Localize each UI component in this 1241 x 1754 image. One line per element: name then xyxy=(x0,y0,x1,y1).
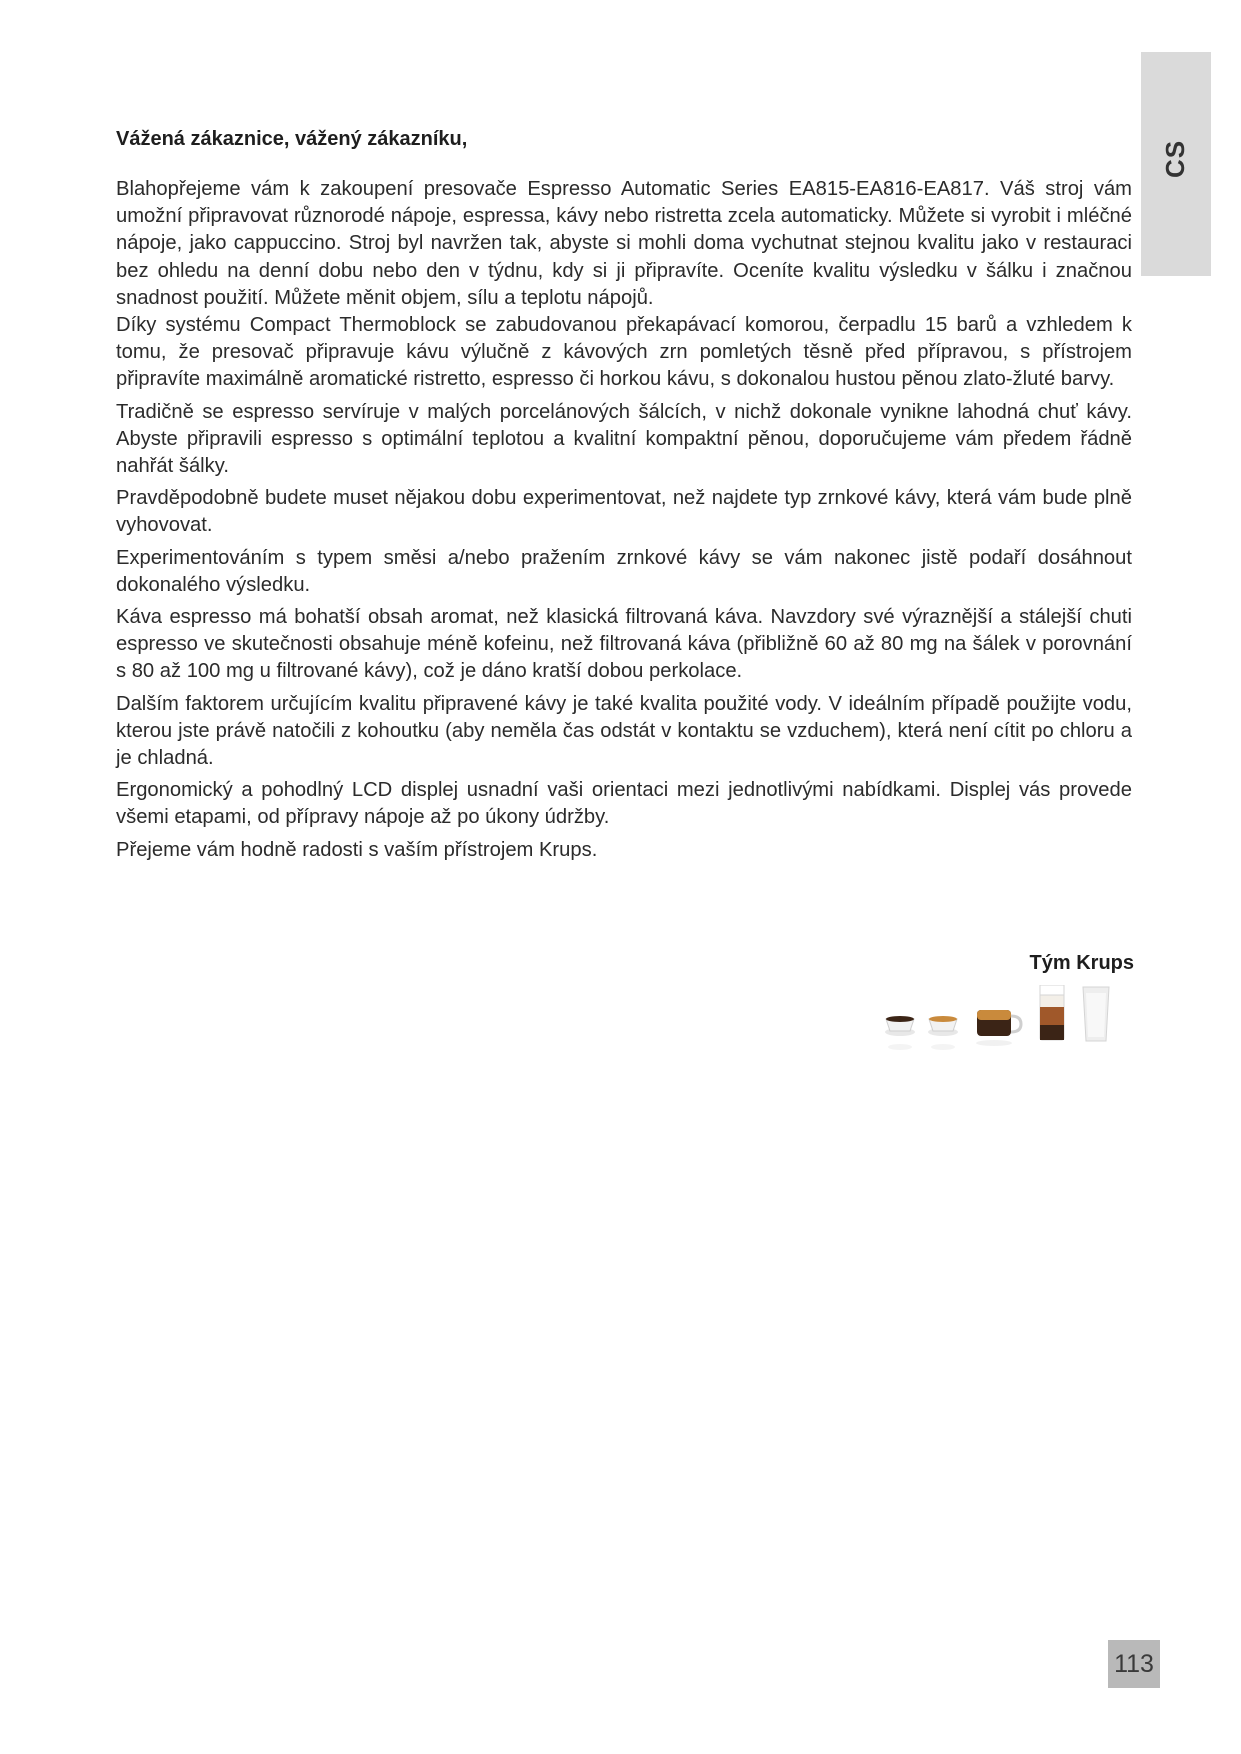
paragraph-tradition: Tradičně se espresso servíruje v malých porcelánových šálcích, v nichž dokonale vynikne lahodná chuť kávy. Abyste připravili espresso s optimální teplotou a kvalitní kompaktní pěnou, doporučujeme vám předem řádně nahřát šálky. xyxy=(116,400,1132,478)
paragraph-display: Ergonomický a pohodlný LCD displej usnadní vaši orientaci mezi jednotlivými nabídkami. Displej vás provede všemi etapami, od přípravy nápoje až po úkony údržby. xyxy=(116,779,1132,829)
greeting: Vážená zákaznice, vážený zákazníku, xyxy=(116,128,468,150)
letter-body xyxy=(116,126,1132,869)
paragraph-experiment: Pravděpodobně budete muset nějakou dobu experimentovat, než najdete typ zrnkové kávy, která vám bude plně vyhovovat. xyxy=(116,487,1132,537)
paragraph-water: Dalším faktorem určujícím kvalitu připravené kávy je také kvalita použité vody. V ideálním případě použijte vodu, kterou jste právě natočili z kohoutku (aby neměla čas odstát v kontaktu se vzduchem), která není cítit po chloru a je chladná. xyxy=(116,692,1132,770)
espresso-cup-icon xyxy=(885,1016,915,1050)
paragraph-thermoblock: Díky systému Compact Thermoblock se zabudovanou překapávací komorou, čerpadlu 15 barů a vzhledem k tomu, že presovač připravuje kávu výlučně z kávových zrn pomletých těsně před přípravou, s přístrojem připravíte maximálně aromatické ristretto, espresso či horkou kávu, s dokonalou hustou pěnou zlato-žluté barvy. xyxy=(116,314,1132,391)
paragraph-aroma: Káva espresso má bohatší obsah aromat, než klasická filtrovaná káva. Navzdory své výraznější a stálejší chuti espresso ve skutečnosti obsahuje méně kofeinu, než filtrovaná káva (přibližně 60 až 80 mg na šálek v porovnání s 80 až 100 mg u filtrované kávy), což je dáno kratší dobou perkolace. xyxy=(116,606,1132,683)
page-number: 113 xyxy=(1108,1640,1160,1688)
ristretto-cup-icon xyxy=(928,1016,958,1050)
signature: Tým Krups xyxy=(1029,952,1134,974)
paragraph-blend: Experimentováním s typem směsi a/nebo pražením zrnkové kávy se vám nakonec jistě podaří dosáhnout dokonalého výsledku. xyxy=(116,546,1132,596)
latte-glass-icon xyxy=(1040,985,1064,1040)
milk-glass-icon xyxy=(1083,987,1109,1041)
paragraph-intro: Blahopřejeme vám k zakoupení presovače Espresso Automatic Series EA815-EA816-EA817. Váš stroj vám umožní připravovat různorodé nápoje, espressa, kávy nebo ristretta zcela automaticky. Můžete si vyrobit i mléčné nápoje, jako cappuccino. Stroj byl navržen tak, abyste si mohli doma vychutnat stejnou kvalitu jako v restauraci bez ohledu na denní dobu nebo den v týdnu, kdy si ji připravíte. Oceníte kvalitu výsledku v šálku i značnou snadnost použití. Můžete měnit objem, sílu a teplotu nápojů. xyxy=(116,178,1132,309)
glass-coffee-cup-icon xyxy=(976,1010,1021,1046)
coffee-drinks-icon xyxy=(880,985,1130,1090)
paragraph-closing: Přejeme vám hodně radosti s vaším přístrojem Krups. xyxy=(116,838,598,861)
language-tab-label: CS xyxy=(1160,139,1190,178)
